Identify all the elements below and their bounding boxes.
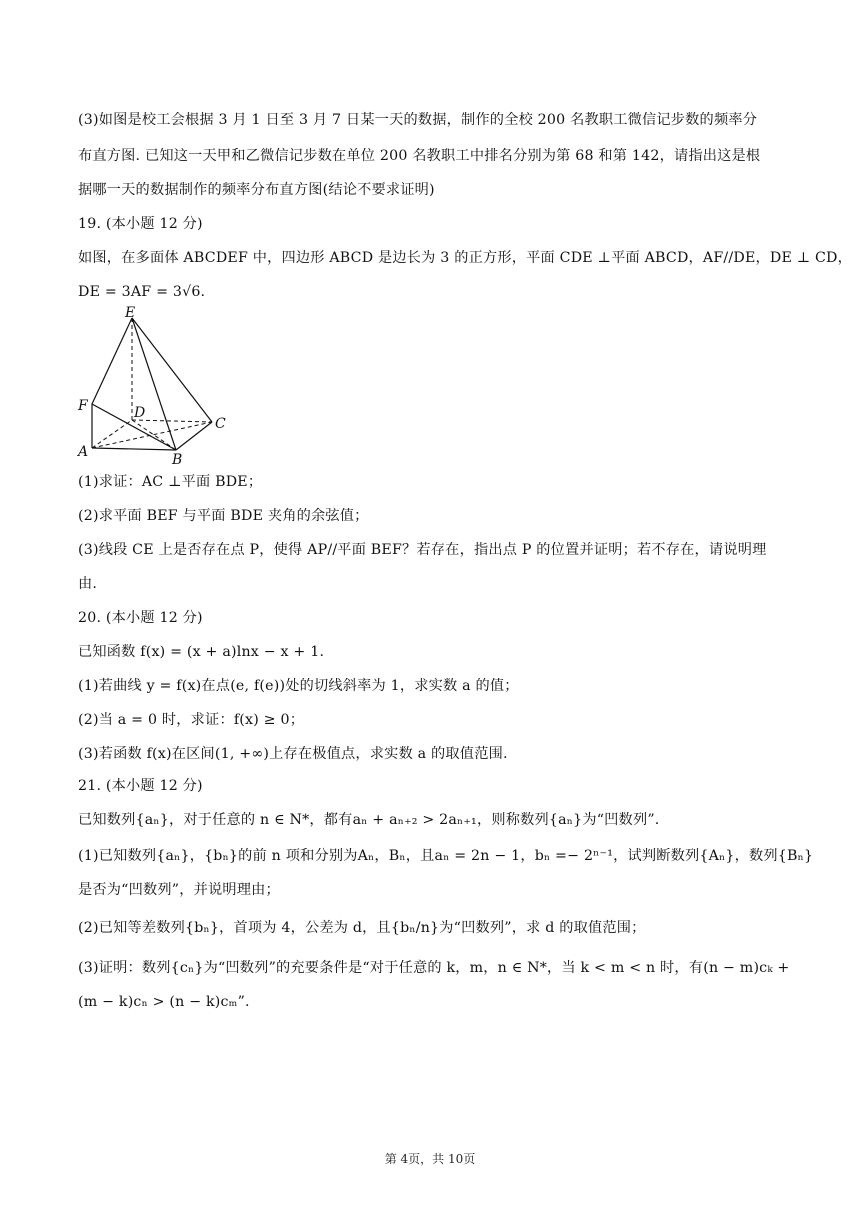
polyhedron-figure <box>74 304 234 466</box>
text-line: 如图，在多面体 ABCDEF 中，四边形 ABCD 是边长为 3 的正方形，平面 CDE ⊥平面 ABCD，AF//DE，DE ⊥ CD， <box>78 250 852 266</box>
question-21-heading: 21. (本小题 12 分) <box>78 778 203 794</box>
text-line: (1)求证：AC ⊥平面 BDE； <box>78 474 263 490</box>
text-line: 已知函数 f(x) = (x + a)lnx − x + 1. <box>78 644 325 660</box>
text-line: (2)已知等差数列{bₙ}，首项为 4，公差为 d，且{bₙ/n}为“凹数列”，求 d 的取值范围； <box>78 920 646 936</box>
edge-AD <box>92 420 132 448</box>
label-B: B <box>172 452 183 466</box>
text-line: 已知数列{aₙ}，对于任意的 n ∈ N*，都有aₙ + aₙ₊₂ > 2aₙ₊₁，则称数列{aₙ}为“凹数列”. <box>78 812 660 828</box>
text-line: (3)若函数 f(x)在区间(1, +∞)上存在极值点，求实数 a 的取值范围. <box>78 746 508 762</box>
text-line: (2)当 a = 0 时，求证：f(x) ≥ 0； <box>78 712 305 728</box>
edge-BC <box>176 422 212 450</box>
edge-AB <box>92 448 176 450</box>
text-line: (1)已知数列{aₙ}，{bₙ}的前 n 项和分别为Aₙ，Bₙ，且aₙ = 2n − 1，bₙ =− 2ⁿ⁻¹，试判断数列{Aₙ}，数列{Bₙ} <box>78 848 814 864</box>
label-F: F <box>78 398 88 414</box>
text-line: (3)如图是校工会根据 3 月 1 日至 3 月 7 日某一天的数据，制作的全校 200 名教职工微信记步数的频率分 <box>78 112 758 128</box>
text-line: (2)求平面 BEF 与平面 BDE 夹角的余弦值； <box>78 508 369 524</box>
text-line: (3)证明：数列{cₙ}为“凹数列”的充要条件是“对于任意的 k，m，n ∈ N*，当 k < m < n 时，有(n − m)cₖ + <box>78 960 790 976</box>
question-19-heading: 19. (本小题 12 分) <box>78 216 203 232</box>
text-line: DE = 3AF = 3√6. <box>78 284 206 300</box>
question-20-heading: 20. (本小题 12 分) <box>78 610 203 626</box>
text-line: 布直方图. 已知这一天甲和乙微信记步数在单位 200 名教职工中排名分别为第 68 和第 142，请指出这是根 <box>78 148 761 164</box>
edge-EF <box>92 318 132 404</box>
text-line: 据哪一天的数据制作的频率分布直方图(结论不要求证明) <box>78 182 435 198</box>
label-D: D <box>134 405 146 421</box>
text-line: 是否为“凹数列”，并说明理由； <box>78 882 280 898</box>
text-line: 由. <box>78 576 98 592</box>
label-E: E <box>125 305 136 321</box>
text-line: (1)若曲线 y = f(x)在点(e, f(e))处的切线斜率为 1，求实数 a 的值； <box>78 678 519 694</box>
text-line: (m − k)cₙ > (n − k)cₘ”. <box>78 994 250 1010</box>
label-C: C <box>215 416 226 432</box>
page-footer: 第 4页，共 10页 <box>384 1152 476 1166</box>
text-line: (3)线段 CE 上是否存在点 P，使得 AP//平面 BEF？若存在，指出点 P 的位置并证明；若不存在，请说明理 <box>78 542 767 558</box>
label-A: A <box>78 444 89 460</box>
